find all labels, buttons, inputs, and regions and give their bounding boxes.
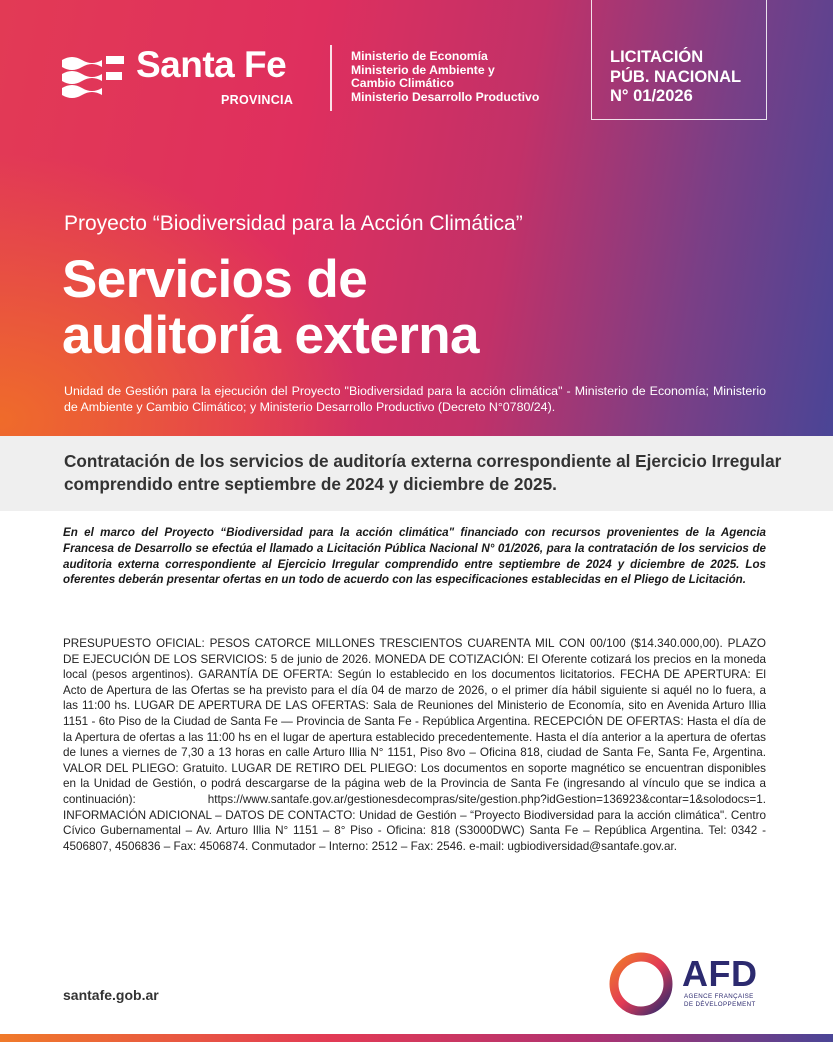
licitacion-number: N° 01/2026 [610,87,693,105]
afd-tagline-line: AGENCE FRANÇAISE [684,993,754,1000]
page-title [62,252,479,364]
footer-website-link[interactable]: santafe.gob.ar [63,987,159,1003]
logo-subtitle: PROVINCIA [221,93,294,107]
summary-band [0,436,833,511]
santa-fe-logo [58,44,308,108]
ministries-list [351,50,586,104]
licitacion-line: LICITACIÓN [610,48,704,66]
licitacion-line: PÚB. NACIONAL [610,67,742,86]
summary-text: Contratación de los servicios de auditoría externa correspondiente al Ejercicio Irregular comprendido entre septiembre de 2024 y diciembre de 2025. [64,451,782,494]
project-name: Proyecto “Biodiversidad para la Acción Climática” [64,212,523,235]
afd-ring-icon [608,951,674,1017]
afd-tagline [684,993,756,1008]
title-line: auditoría externa [62,306,479,365]
ministry-line: Ministerio de Economía [351,49,488,63]
ministry-line: Ministerio Desarrollo Productivo [351,89,540,104]
santa-fe-flag-icon [58,52,126,106]
management-unit-text: Unidad de Gestión para la ejecución del Proyecto "Biodiversidad para la acción climática" - Ministerio de Economía; Ministerio de Ambiente y Cambio Climático; y Ministerio Desarrollo Productivo (Decreto N°0780/24). [64,384,766,414]
afd-logo [608,951,773,1017]
ministry-line: Ministerio de Ambiente y [351,62,495,77]
header-divider [330,45,332,111]
hero-banner [0,0,833,436]
details-paragraph: PRESUPUESTO OFICIAL: PESOS CATORCE MILLONES TRESCIENTOS CUARENTA MIL CON 00/100 ($14.340.000,00). PLAZO DE EJECUCIÓN DE LOS SERVICIOS: 5 de junio de 2026. MONEDA DE COTIZACIÓN: El Oferente cotizará los precios en la moneda local (pesos argentinos). GARANTÍA DE OFERTA: Según lo establecido en los documentos licitatorios. FECHA DE APERTURA: El Acto de Apertura de las Ofertas se ha previsto para el día 04 de marzo de 2026, o el primer día hábil siguiente si aquél no lo fuera, a las 11:00 hs. LUGAR DE APERTURA DE LAS OFERTAS: Sala de Reuniones del Ministerio de Economía, sito en Avenida Arturo Illia 1151 - 6to Piso de la Ciudad de Santa Fe — Provincia de Santa Fe - República Argentina. RECEPCIÓN DE OFERTAS: Hasta el día de la Apertura de ofertas a las 11:00 hs en el lugar de apertura establecido precedentemente. Hasta el día anterior a la apertura de ofertas de lunes a viernes de 7,30 a 13 horas en calle Arturo Illia N° 1151, Piso 8vo – Oficina 818, ciudad de Santa Fe, Santa Fe, Argentina. VALOR DEL PLIEGO: Gratuito. LUGAR DE RETIRO DEL PLIEGO: Los documentos en soporte magnético se encuentran disponibles en la Unidad de Gestión, o podrá descargarse de la página web de la Provincia de Santa Fe (ingresando al vínculo que se indica a continuación): https://www.santafe.gov.ar/gestionesdecompras/site/gestion.php?idGestion=136923&contar=1&solodocs=1. INFORMACIÓN ADICIONAL – DATOS DE CONTACTO: Unidad de Gestión – “Proyecto Biodiversidad para la acción climática". Centro Cívico Gubernamental – Av. Arturo Illia N° 1151 – 8° Piso - Oficina: 818 (S3000DWC) Santa Fe – República Argentina. Tel: 0342 - 4506807, 4506836 – Fax: 4506874. Conmutador – Interno: 2512 – Fax: 2546. e-mail: ugbiodiversidad@santafe.gov.ar. [63,637,766,853]
bottom-gradient-bar [0,1034,833,1042]
intro-paragraph: En el marco del Proyecto “Biodiversidad para la acción climática" financiado con recursos provenientes de la Agencia Francesa de Desarrollo se efectúa el llamado a Licitación Pública Nacional N° 01/2026, para la contratación de los servicios de auditoria externa correspondiente al Ejercicio Irregular comprendido entre septiembre de 2024 y diciembre de 2025. Los oferentes deberán presentar ofertas en un todo de acuerdo con las especificaciones establecidas en el Pliego de Licitación. [63,526,766,587]
afd-wordmark: AFD [682,953,758,994]
licitacion-badge [591,0,767,120]
logo-wordmark: Santa Fe [136,44,287,85]
afd-tagline-line: DE DÉVELOPPEMENT [684,1000,756,1008]
ministry-line: Cambio Climático [351,76,454,90]
title-line: Servicios de [62,250,368,309]
